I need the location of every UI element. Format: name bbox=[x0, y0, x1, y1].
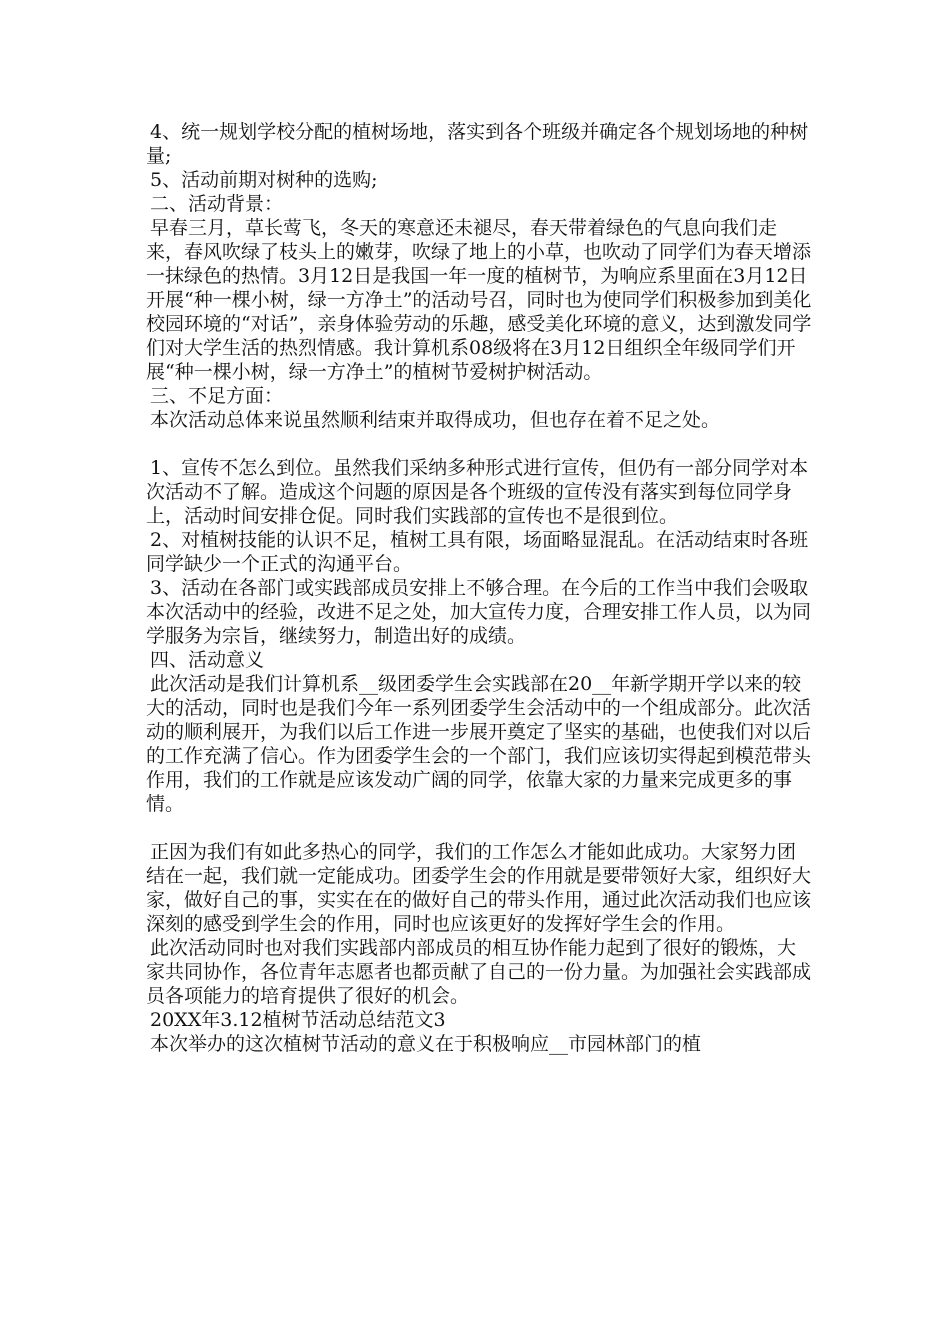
blank-line bbox=[146, 816, 814, 840]
paragraph-significance-2: 正因为我们有如此多热心的同学，我们的工作怎么才能如此成功。大家努力团结在一起，我们就一定能成功。团委学生会的作用就是要带领好大家，组织好大家，做好自己的事，实实在在的做好自己的带头作用，通过此次活动我们也应该深刻的感受到学生会的作用，同时也应该更好的发挥好学生会的作用。 bbox=[146, 841, 812, 935]
paragraph-significance-1: 此次活动是我们计算机系__级团委学生会实践部在20__年新学期开学以来的较大的活动，同时也是我们今年一系列团委学生会活动中的一个组成部分。此次活动的顺利展开，为我们以后工作进一步展开奠定了坚实的基础，也使我们对以后的工作充满了信心。作为团委学生会的一个部门，我们应该切实得起到模范带头作用，我们的工作就是应该发动广阔的同学，依靠大家的力量来完成更多的事情。 bbox=[146, 673, 812, 815]
paragraph-shortcoming-1: 1、宣传不怎么到位。虽然我们采纳多种形式进行宣传，但仍有一部分同学对本次活动不了解。造成这个问题的原因是各个班级的宣传没有落实到每位同学身上，活动时间安排仓促。同时我们实践部的宣传也不是很到位。 bbox=[146, 457, 809, 527]
paragraph-sample-3-start: 本次举办的这次植树节活动的意义在于积极响应__市园林部门的植 bbox=[150, 1033, 702, 1055]
paragraph-significance-3: 此次活动同时也对我们实践部内部成员的相互协作能力起到了很好的锻炼，大家共同协作，各位青年志愿者也都贡献了自己的一份力量。为加强社会实践部成员各项能力的培育提供了很好的机会。 bbox=[146, 937, 812, 1007]
section-heading-background: 二、活动背景： bbox=[150, 193, 284, 215]
section-heading-significance: 四、活动意义 bbox=[150, 649, 265, 671]
paragraph-shortcomings-intro: 本次活动总体来说虽然顺利结束并取得成功，但也存在着不足之处。 bbox=[150, 409, 721, 431]
blank-line bbox=[146, 432, 814, 456]
paragraph-plan-item-5: 5、活动前期对树种的选购; bbox=[150, 169, 378, 191]
heading-sample-3: 20XX年3.12植树节活动总结范文3 bbox=[150, 1009, 446, 1031]
section-heading-shortcomings: 三、不足方面： bbox=[150, 385, 284, 407]
document-body bbox=[146, 120, 814, 1056]
paragraph-shortcoming-3: 3、活动在各部门或实践部成员安排上不够合理。在今后的工作当中我们会吸取本次活动中的经验，改进不足之处，加大宣传力度，合理安排工作人员，以为同学服务为宗旨，继续努力，制造出好的成绩。 bbox=[146, 577, 812, 647]
paragraph-background: 早春三月，草长莺飞，冬天的寒意还未褪尽，春天带着绿色的气息向我们走来，春风吹绿了枝头上的嫩芽，吹绿了地上的小草，也吹动了同学们为春天增添一抹绿色的热情。3月12日是我国一年一度的植树节，为响应系里面在3月12日开展“种一棵小树，绿一方净土”的活动号召，同时也为使同学们积极参加到美化校园环境的“对话”，亲身体验劳动的乐趣，感受美化环境的意义，达到激发同学们对大学生活的热烈情感。我计算机系08级将在3月12日组织全年级同学们开展“种一棵小树，绿一方净土”的植树节爱树护树活动。 bbox=[146, 217, 812, 383]
paragraph-shortcoming-2: 2、对植树技能的认识不足，植树工具有限，场面略显混乱。在活动结束时各班同学缺少一个正式的沟通平台。 bbox=[146, 529, 809, 575]
paragraph-plan-item-4: 4、统一规划学校分配的植树场地，落实到各个班级并确定各个规划场地的种树量; bbox=[146, 121, 809, 167]
